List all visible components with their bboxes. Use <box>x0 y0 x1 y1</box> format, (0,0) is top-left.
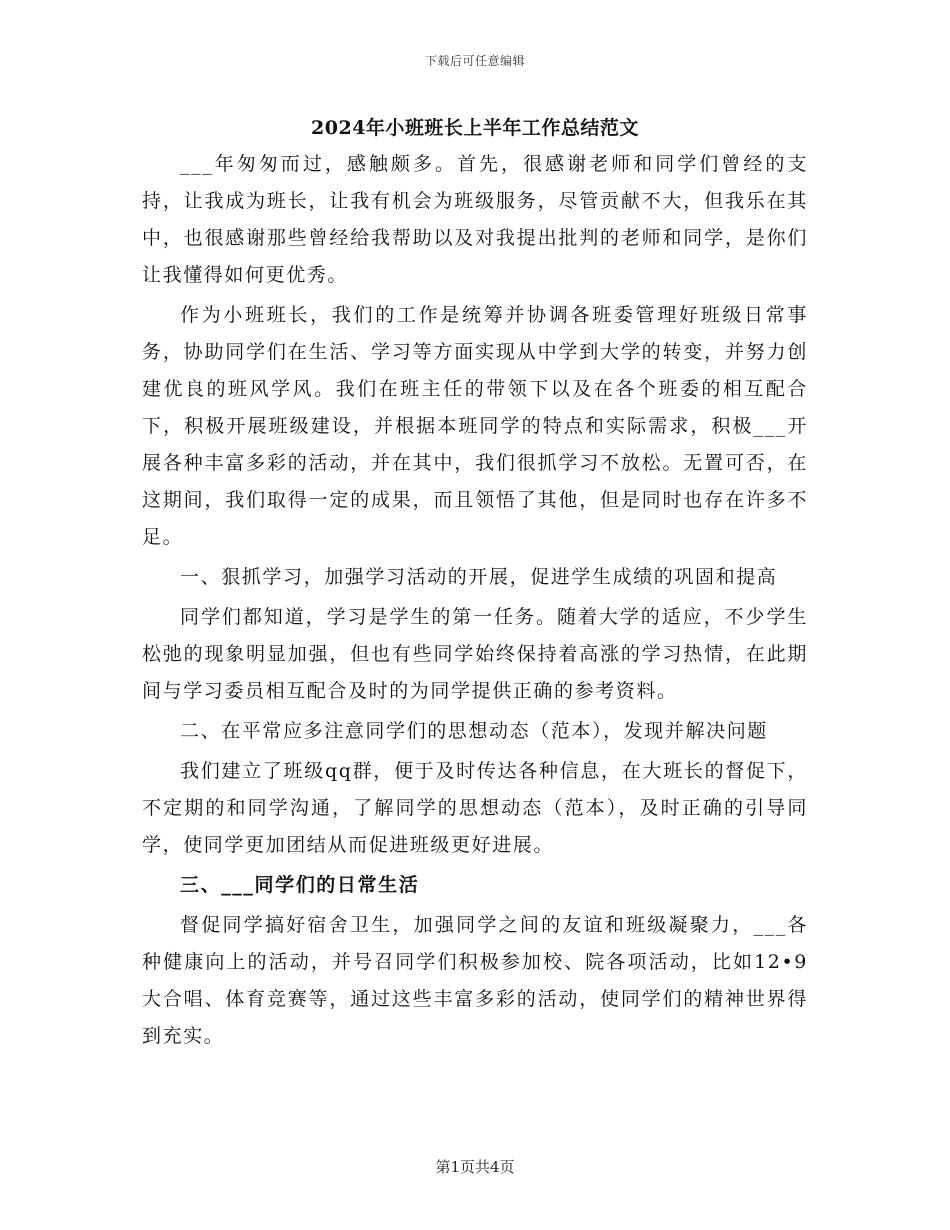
paragraph-section-1: 同学们都知道，学习是学生的第一任务。随着大学的适应，不少学生松弛的现象明显加强，但也有些同学始终保持着高涨的学习热情，在此期间与学习委员相互配合及时的为同学提供正确的参考资料。 <box>142 606 808 702</box>
paragraph-section-3: 督促同学搞好宿舍卫生，加强同学之间的友谊和班级凝聚力，___各种健康向上的活动，并号召同学们积极参加校、院各项活动，比如12•9大合唱、体育竞赛等，通过这些丰富多彩的活动，使同学们的精神世界得到充实。 <box>142 914 808 1047</box>
section-heading-2: 二、在平常应多注意同学们的思想动态（范本），发现并解决问题 <box>180 720 768 742</box>
document-body <box>142 112 808 1058</box>
header-note: 下载后可任意编辑 <box>424 54 525 68</box>
document-title: 2024年小班班长上半年工作总结范文 <box>311 117 639 139</box>
page-indicator: 第1页共4页 <box>435 1158 515 1176</box>
paragraph-duties: 作为小班班长，我们的工作是统筹并协调各班委管理好班级日常事务，协助同学们在生活、学习等方面实现从中学到大学的转变，并努力创建优良的班风学风。我们在班主任的带领下以及在各个班委的相互配合下，积极开展班级建设，并根据本班同学的特点和实际需求，积极___开展各种丰富多彩的活动，并在其中，我们很抓学习不放松。无置可否，在这期间，我们取得一定的成果，而且领悟了其他，但是同时也存在许多不足。 <box>142 304 808 548</box>
paragraph-intro: ___年匆匆而过，感触颇多。首先，很感谢老师和同学们曾经的支持，让我成为班长，让我有机会为班级服务，尽管贡献不大，但我乐在其中，也很感谢那些曾经给我帮助以及对我提出批判的老师和同学，是你们让我懂得如何更优秀。 <box>142 153 808 286</box>
paragraph-section-2: 我们建立了班级qq群，便于及时传达各种信息，在大班长的督促下，不定期的和同学沟通，了解同学的思想动态（范本），及时正确的引导同学，使同学更加团结从而促进班级更好进展。 <box>142 760 808 856</box>
section-heading-1: 一、狠抓学习，加强学习活动的开展，促进学生成绩的巩固和提高 <box>180 566 778 588</box>
section-heading-3: 三、___同学们的日常生活 <box>180 874 420 896</box>
